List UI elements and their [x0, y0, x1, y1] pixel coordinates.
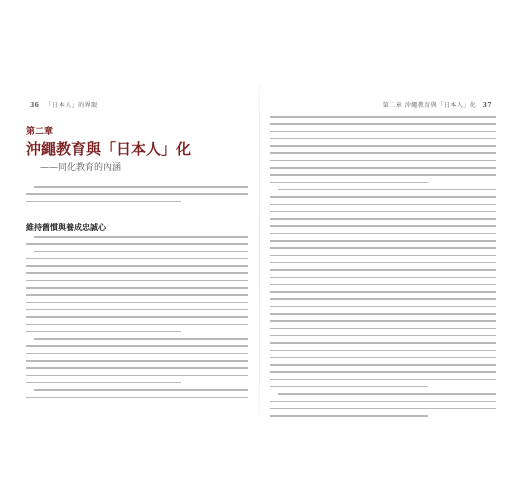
chapter-title: 沖繩教育與「日本人」化: [26, 140, 192, 158]
chapter-intro-text: [26, 186, 248, 208]
chapter-subtitle: ——同化教育的內涵: [40, 163, 122, 173]
right-body-text: [270, 116, 496, 422]
left-page: [14, 86, 259, 416]
left-running-head: 「日本人」的界限: [45, 102, 98, 109]
right-page-number: 37: [482, 102, 492, 109]
left-body-text: [26, 236, 248, 404]
right-running-header: [383, 100, 496, 109]
section-title: 維持舊慣與養成忠誠心: [26, 222, 106, 232]
left-page-number: 36: [30, 102, 40, 109]
right-page: [262, 86, 506, 416]
page-gutter: [259, 86, 260, 416]
right-running-head: 第二章 沖繩教育與「日本人」化: [382, 102, 477, 109]
chapter-label: 第二章: [26, 127, 54, 137]
book-spread: [14, 86, 506, 416]
left-running-header: [26, 100, 98, 109]
